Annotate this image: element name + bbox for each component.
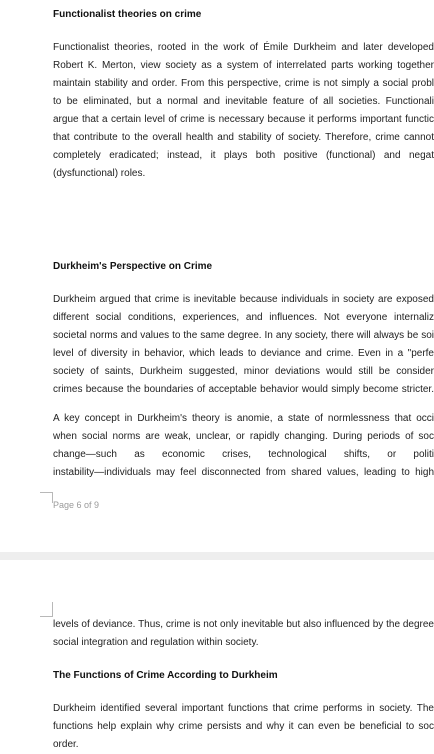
paragraph-line[interactable]: Robert K. Merton, view society as a system of interrelated parts working together (53, 60, 434, 71)
paragraph-line[interactable]: completely eradicated; instead, it plays both positive (functional) and negat (53, 150, 434, 161)
paragraph-line[interactable]: to be eliminated, but a normal and inevitable feature of all societies. Functionali (53, 96, 434, 107)
section-heading-durkheim[interactable]: Durkheim's Perspective on Crime (53, 261, 213, 272)
paragraph-line[interactable]: level of diversity in behavior, which leads to deviance and crime. Even in a "perfe (53, 348, 434, 359)
paragraph-line[interactable]: society of saints, Durkheim suggested, minor deviations would still be consider (53, 366, 434, 377)
paragraph-line[interactable]: functions help explain why crime persists and why it can even be beneficial to soc (53, 721, 434, 732)
paragraph-line[interactable]: social integration and regulation within society. (53, 637, 259, 648)
document-page-7 (0, 560, 434, 754)
page-margin-corner-marker (40, 602, 53, 617)
paragraph-line[interactable]: Durkheim argued that crime is inevitable because individuals in society are exposed (53, 294, 434, 305)
page-separator (0, 552, 434, 560)
paragraph-line[interactable]: societal norms and values to the same degree. In any society, there will always be soi (53, 330, 434, 341)
paragraph-line[interactable]: Durkheim identified several important functions that crime performs in society. The (53, 703, 434, 714)
paragraph-line[interactable]: order. (53, 739, 79, 750)
paragraph-line[interactable]: levels of deviance. Thus, crime is not only inevitable but also influenced by the degree (53, 619, 434, 630)
paragraph-line[interactable]: crimes because the boundaries of acceptable behavior would simply become stricter. (53, 384, 434, 395)
paragraph-line[interactable]: argue that a certain level of crime is necessary because it performs important functic (53, 114, 434, 125)
page-margin-corner-marker (40, 492, 53, 503)
paragraph-line[interactable]: instability—individuals may feel disconnected from shared values, leading to high (53, 467, 434, 478)
paragraph-line[interactable]: maintain stability and order. From this perspective, crime is not simply a social probl (53, 78, 434, 89)
page-number-footer: Page 6 of 9 (53, 500, 100, 510)
paragraph-line[interactable]: (dysfunctional) roles. (53, 168, 146, 179)
section-heading-functions[interactable]: The Functions of Crime According to Durkheim (53, 670, 278, 681)
paragraph-line[interactable]: different social conditions, experiences, and influences. Not everyone internaliz (53, 312, 434, 323)
paragraph-line[interactable]: Functionalist theories, rooted in the work of Émile Durkheim and later developed (53, 42, 434, 53)
paragraph-line[interactable]: A key concept in Durkheim's theory is anomie, a state of normlessness that occi (53, 413, 434, 424)
paragraph-line[interactable]: when social norms are weak, unclear, or rapidly changing. During periods of soc (53, 431, 434, 442)
section-heading-functionalist[interactable]: Functionalist theories on crime (53, 9, 202, 20)
paragraph-line[interactable]: that contribute to the overall health and stability of society. Therefore, crime cannot (53, 132, 434, 143)
paragraph-line[interactable]: change—such as economic crises, technological shifts, or politi (53, 449, 434, 460)
